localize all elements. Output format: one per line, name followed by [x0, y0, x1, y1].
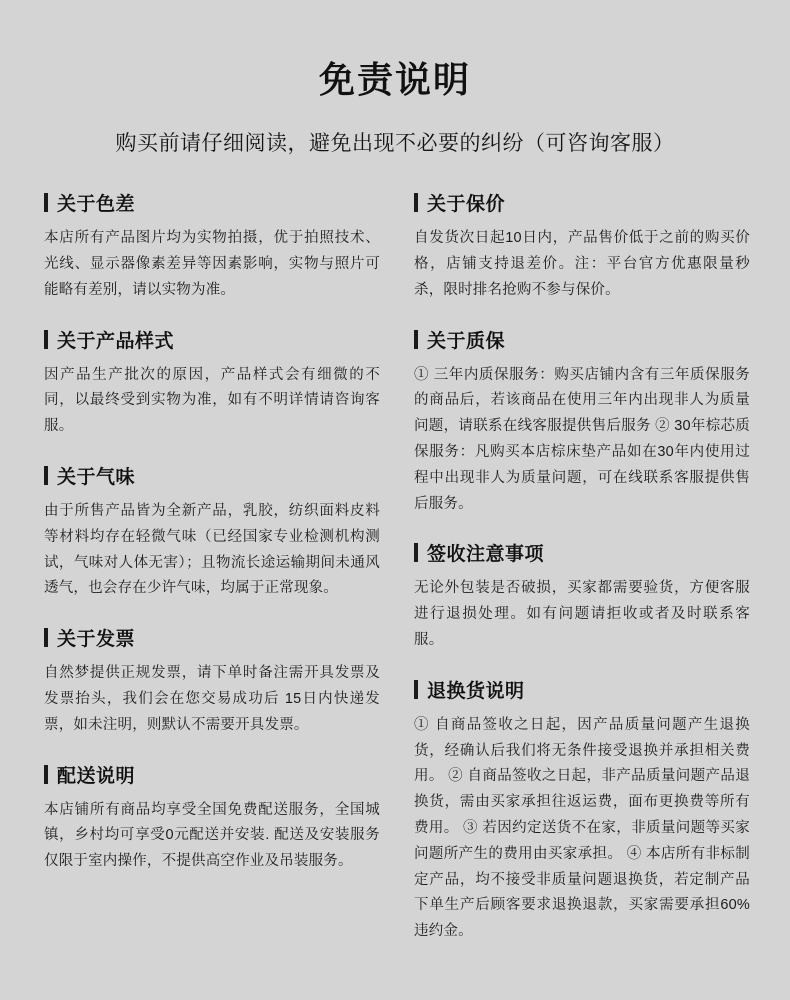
section-body: 由于所售产品皆为全新产品，乳胶，纺织面料皮料等材料均存在轻微气味（已经国家专业检测机构测试，气味对人体无害）；且物流长途运输期间未通风透气，也会存在少许气味，均属于正常现象。: [44, 502, 380, 597]
section-price-protection: [414, 189, 750, 303]
bullet-bar-icon: [414, 193, 418, 212]
section-heading-label: 关于质保: [427, 330, 506, 352]
section-body: 自发货次日起10日内，产品售价低于之前的购买价格，店铺支持退差价。注：平台官方优惠限量秒杀，限时排名抢购不参与保价。: [414, 230, 750, 298]
section-body: 本店铺所有商品均享受全国免费配送服务，全国城镇，乡村均可享受0元配送并安装. 配送及安装服务仅限于室内操作，不提供高空作业及吊装服务。: [44, 801, 380, 870]
section-product-style: [44, 326, 380, 440]
section-body: 本店所有产品图片均为实物拍摄，优于拍照技术、光线、显示器像素差异等因素影响，实物与照片可能略有差别，请以实物为准。: [44, 230, 380, 298]
section-heading: [44, 326, 380, 353]
bullet-bar-icon: [414, 543, 418, 562]
section-heading-label: 关于气味: [57, 466, 136, 488]
section-heading: [414, 539, 750, 566]
content-columns: [44, 189, 750, 967]
section-warranty: [414, 326, 750, 518]
bullet-bar-icon: [414, 680, 418, 699]
bullet-bar-icon: [44, 628, 48, 647]
bullet-bar-icon: [44, 466, 48, 485]
page-title: 免责说明: [318, 59, 471, 100]
section-heading-label: 退换货说明: [427, 680, 525, 702]
section-color-difference: [44, 189, 380, 303]
section-heading: [44, 761, 380, 788]
section-heading: [414, 189, 750, 216]
section-heading-label: 签收注意事项: [427, 544, 545, 566]
section-heading-label: 关于色差: [57, 194, 136, 216]
section-heading: [44, 624, 380, 651]
section-delivery: [44, 761, 380, 875]
section-body: ① 自商品签收之日起，因产品质量问题产生退换货，经确认后我们将无条件接受退换并承担相关费用。 ② 自商品签收之日起，非产品质量问题产品退换货，需由买家承担往返运费，面布更换费等所有费用。 ③ 若因约定送货不在家，非质量问题等买家问题所产生的费用由买家承担。 ④ 本店所有非标制定产品，均不接受非质量问题退换货，若定制产品下单生产后顾客要求退换退款，买家需要承担60%违约金。: [414, 716, 750, 940]
section-returns-exchanges: [414, 676, 750, 945]
bullet-bar-icon: [44, 193, 48, 212]
section-heading-label: 关于保价: [427, 194, 506, 216]
section-body: 因产品生产批次的原因，产品样式会有细微的不同，以最终受到实物为准，如有不明详情请咨询客服。: [44, 366, 380, 435]
section-body: 自然梦提供正规发票，请下单时备注需开具发票及发票抬头，我们会在您交易成功后 15日内快递发票，如未注明，则默认不需要开具发票。: [44, 665, 380, 733]
bullet-bar-icon: [414, 330, 418, 349]
section-heading: [44, 189, 380, 216]
section-heading-label: 配送说明: [57, 765, 136, 787]
bullet-bar-icon: [44, 765, 48, 784]
section-heading: [414, 326, 750, 353]
section-odor: [44, 462, 380, 602]
section-invoice: [44, 624, 380, 738]
section-body: ① 三年内质保服务：购买店铺内含有三年质保服务的商品后，若该商品在使用三年内出现非人为质量问题，请联系在线客服提供售后服务 ② 30年棕芯质保服务：凡购买本店棕床垫产品如在30年内使用过程中出现非人为质量问题，可在线联系客服提供售后服务。: [414, 366, 750, 512]
section-body: 无论外包装是否破损，买家都需要验货，方便客服进行退损处理。如有问题请拒收或者及时联系客服。: [414, 580, 750, 648]
section-receiving-notes: [414, 539, 750, 653]
section-heading: [414, 676, 750, 703]
bullet-bar-icon: [44, 330, 48, 349]
section-heading: [44, 462, 380, 489]
page-subtitle: 购买前请仔细阅读，避免出现不必要的纠纷（可咨询客服）: [115, 132, 675, 156]
left-column: [44, 189, 380, 967]
right-column: [414, 189, 750, 967]
section-heading-label: 关于发票: [57, 629, 136, 651]
section-heading-label: 关于产品样式: [57, 330, 175, 352]
